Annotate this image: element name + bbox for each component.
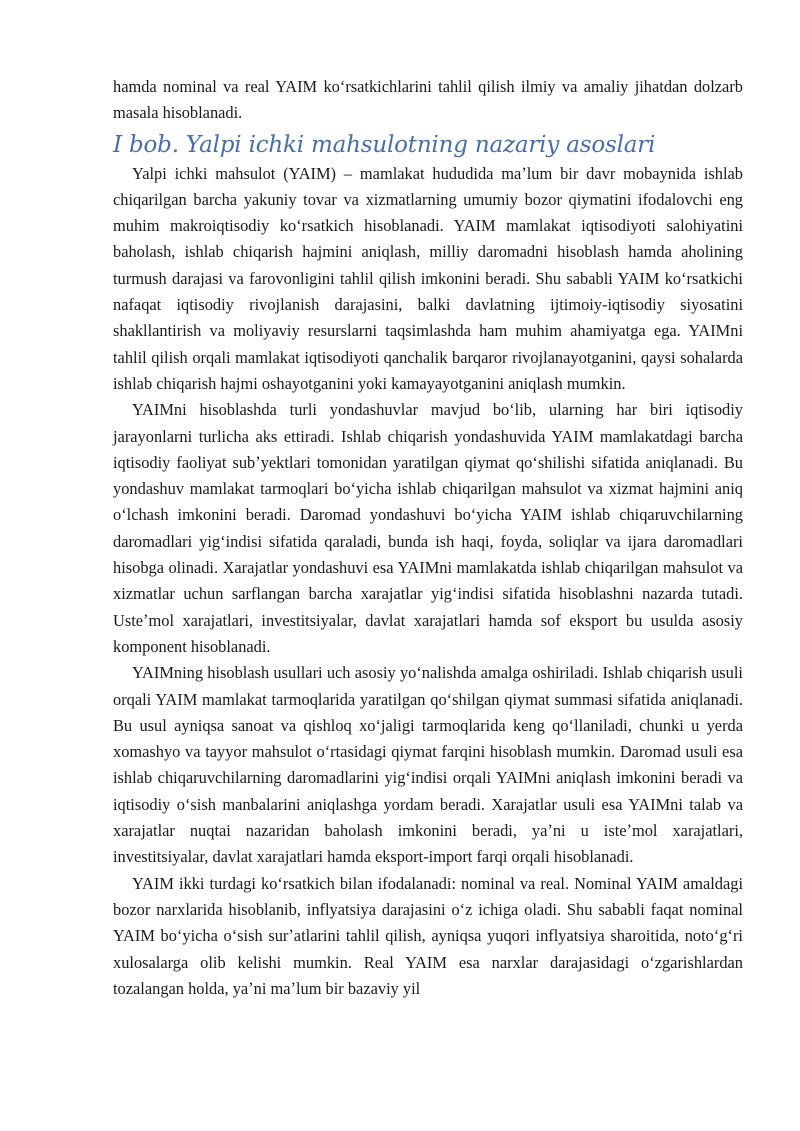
body-paragraph-2: YAIMni hisoblashda turli yondashuvlar mavjud boʻlib, ularning har biri iqtisodiy jarayonlarni turlicha aks ettiradi. Ishlab chiqarish yondashuvida YAIM mamlakatdagi barcha iqtisodiy faoliyat subʼyektlari tomonidan yaratilgan qiymat qoʻshilishi sifatida aniqlanadi. Bu yondashuv mamlakat tarmoqlari boʻyicha ishlab chiqarilgan mahsulot va xizmat hajmini aniq oʻlchash imkonini beradi. Daromad yondashuvi boʻyicha YAIM ishlab chiqaruvchilarning daromadlari yigʻindisi sifatida qaraladi, bunda ish haqi, foyda, soliqlar va ijara daromadlari hisobga olinadi. Xarajatlar yondashuvi esa YAIMni mamlakatda ishlab chiqarilgan mahsulot va xizmatlar uchun sarflangan barcha xarajatlar yigʻindisi sifatida hisoblashni nazarda tutadi. Usteʼmol xarajatlari, investitsiyalar, davlat xarajatlari hamda sof eksport bu usulda asosiy komponent hisoblanadi.	[113, 400, 743, 656]
chapter-heading: I bob. Yalpi ichki mahsulotning nazariy asoslari	[113, 131, 656, 158]
intro-paragraph: hamda nominal va real YAIM koʻrsatkichlarini tahlil qilish ilmiy va amaliy jihatdan dolzarb masala hisoblanadi.	[113, 77, 743, 123]
body-paragraph-3: YAIMning hisoblash usullari uch asosiy yoʻnalishda amalga oshiriladi. Ishlab chiqarish usuli orqali YAIM mamlakat tarmoqlarida yaratilgan qoʻshilgan qiymat summasi sifatida aniqlanadi. Bu usul ayniqsa sanoat va qishloq xoʻjaligi tarmoqlarida keng qoʻllaniladi, chunki u yerda xomashyo va tayyor mahsulot oʻrtasidagi qiymat farqini hisoblash mumkin. Daromad usuli esa ishlab chiqaruvchilarning daromadlarini yigʻindisi orqali YAIMni aniqlash imkonini beradi va iqtisodiy oʻsish manbalarini aniqlashga yordam beradi. Xarajatlar usuli esa YAIMni talab va xarajatlar nuqtai nazaridan baholash imkonini beradi, yaʼni u isteʼmol xarajatlari, investitsiyalar, davlat xarajatlari hamda eksport-import farqi orqali hisoblanadi.	[113, 663, 743, 867]
body-paragraph-4: YAIM ikki turdagi koʻrsatkich bilan ifodalanadi: nominal va real. Nominal YAIM amaldagi bozor narxlarida hisoblanib, inflyatsiya darajasini oʻz ichiga oladi. Shu sababli faqat nominal YAIM boʻyicha oʻsish surʼatlarini tahlil qilish, ayniqsa yuqori inflyatsiya sharoitida, notoʻgʻri xulosalarga olib kelishi mumkin. Real YAIM esa narxlar darajasidagi oʻzgarishlardan tozalangan holda, yaʼni maʼlum bir bazaviy yil	[113, 873, 743, 998]
body-paragraph-1: Yalpi ichki mahsulot (YAIM) – mamlakat hududida maʼlum bir davr mobaynida ishlab chiqarilgan barcha yakuniy tovar va xizmatlarning umumiy bozor qiymatini ifodalovchi eng muhim makroiqtisodiy koʻrsatkich hisoblanadi. YAIM mamlakat iqtisodiyoti salohiyatini baholash, ishlab chiqarish hajmini aniqlash, milliy daromadni hisoblash hamda aholining turmush darajasi va farovonligini tahlil qilish imkonini beradi. Shu sababli YAIM koʻrsatkichi nafaqat iqtisodiy rivojlanish darajasini, balki davlatning ijtimoiy-iqtisodiy siyosatini shakllantirish va moliyaviy resurslarni taqsimlashda ham muhim ahamiyatga ega. YAIMni tahlil qilish orqali mamlakat iqtisodiyoti qanchalik barqaror rivojlanayotganini, qaysi sohalarda ishlab chiqarish hajmi oshayotganini yoki kamayayotganini aniqlash mumkin.	[113, 163, 743, 393]
document-page	[113, 74, 743, 1002]
